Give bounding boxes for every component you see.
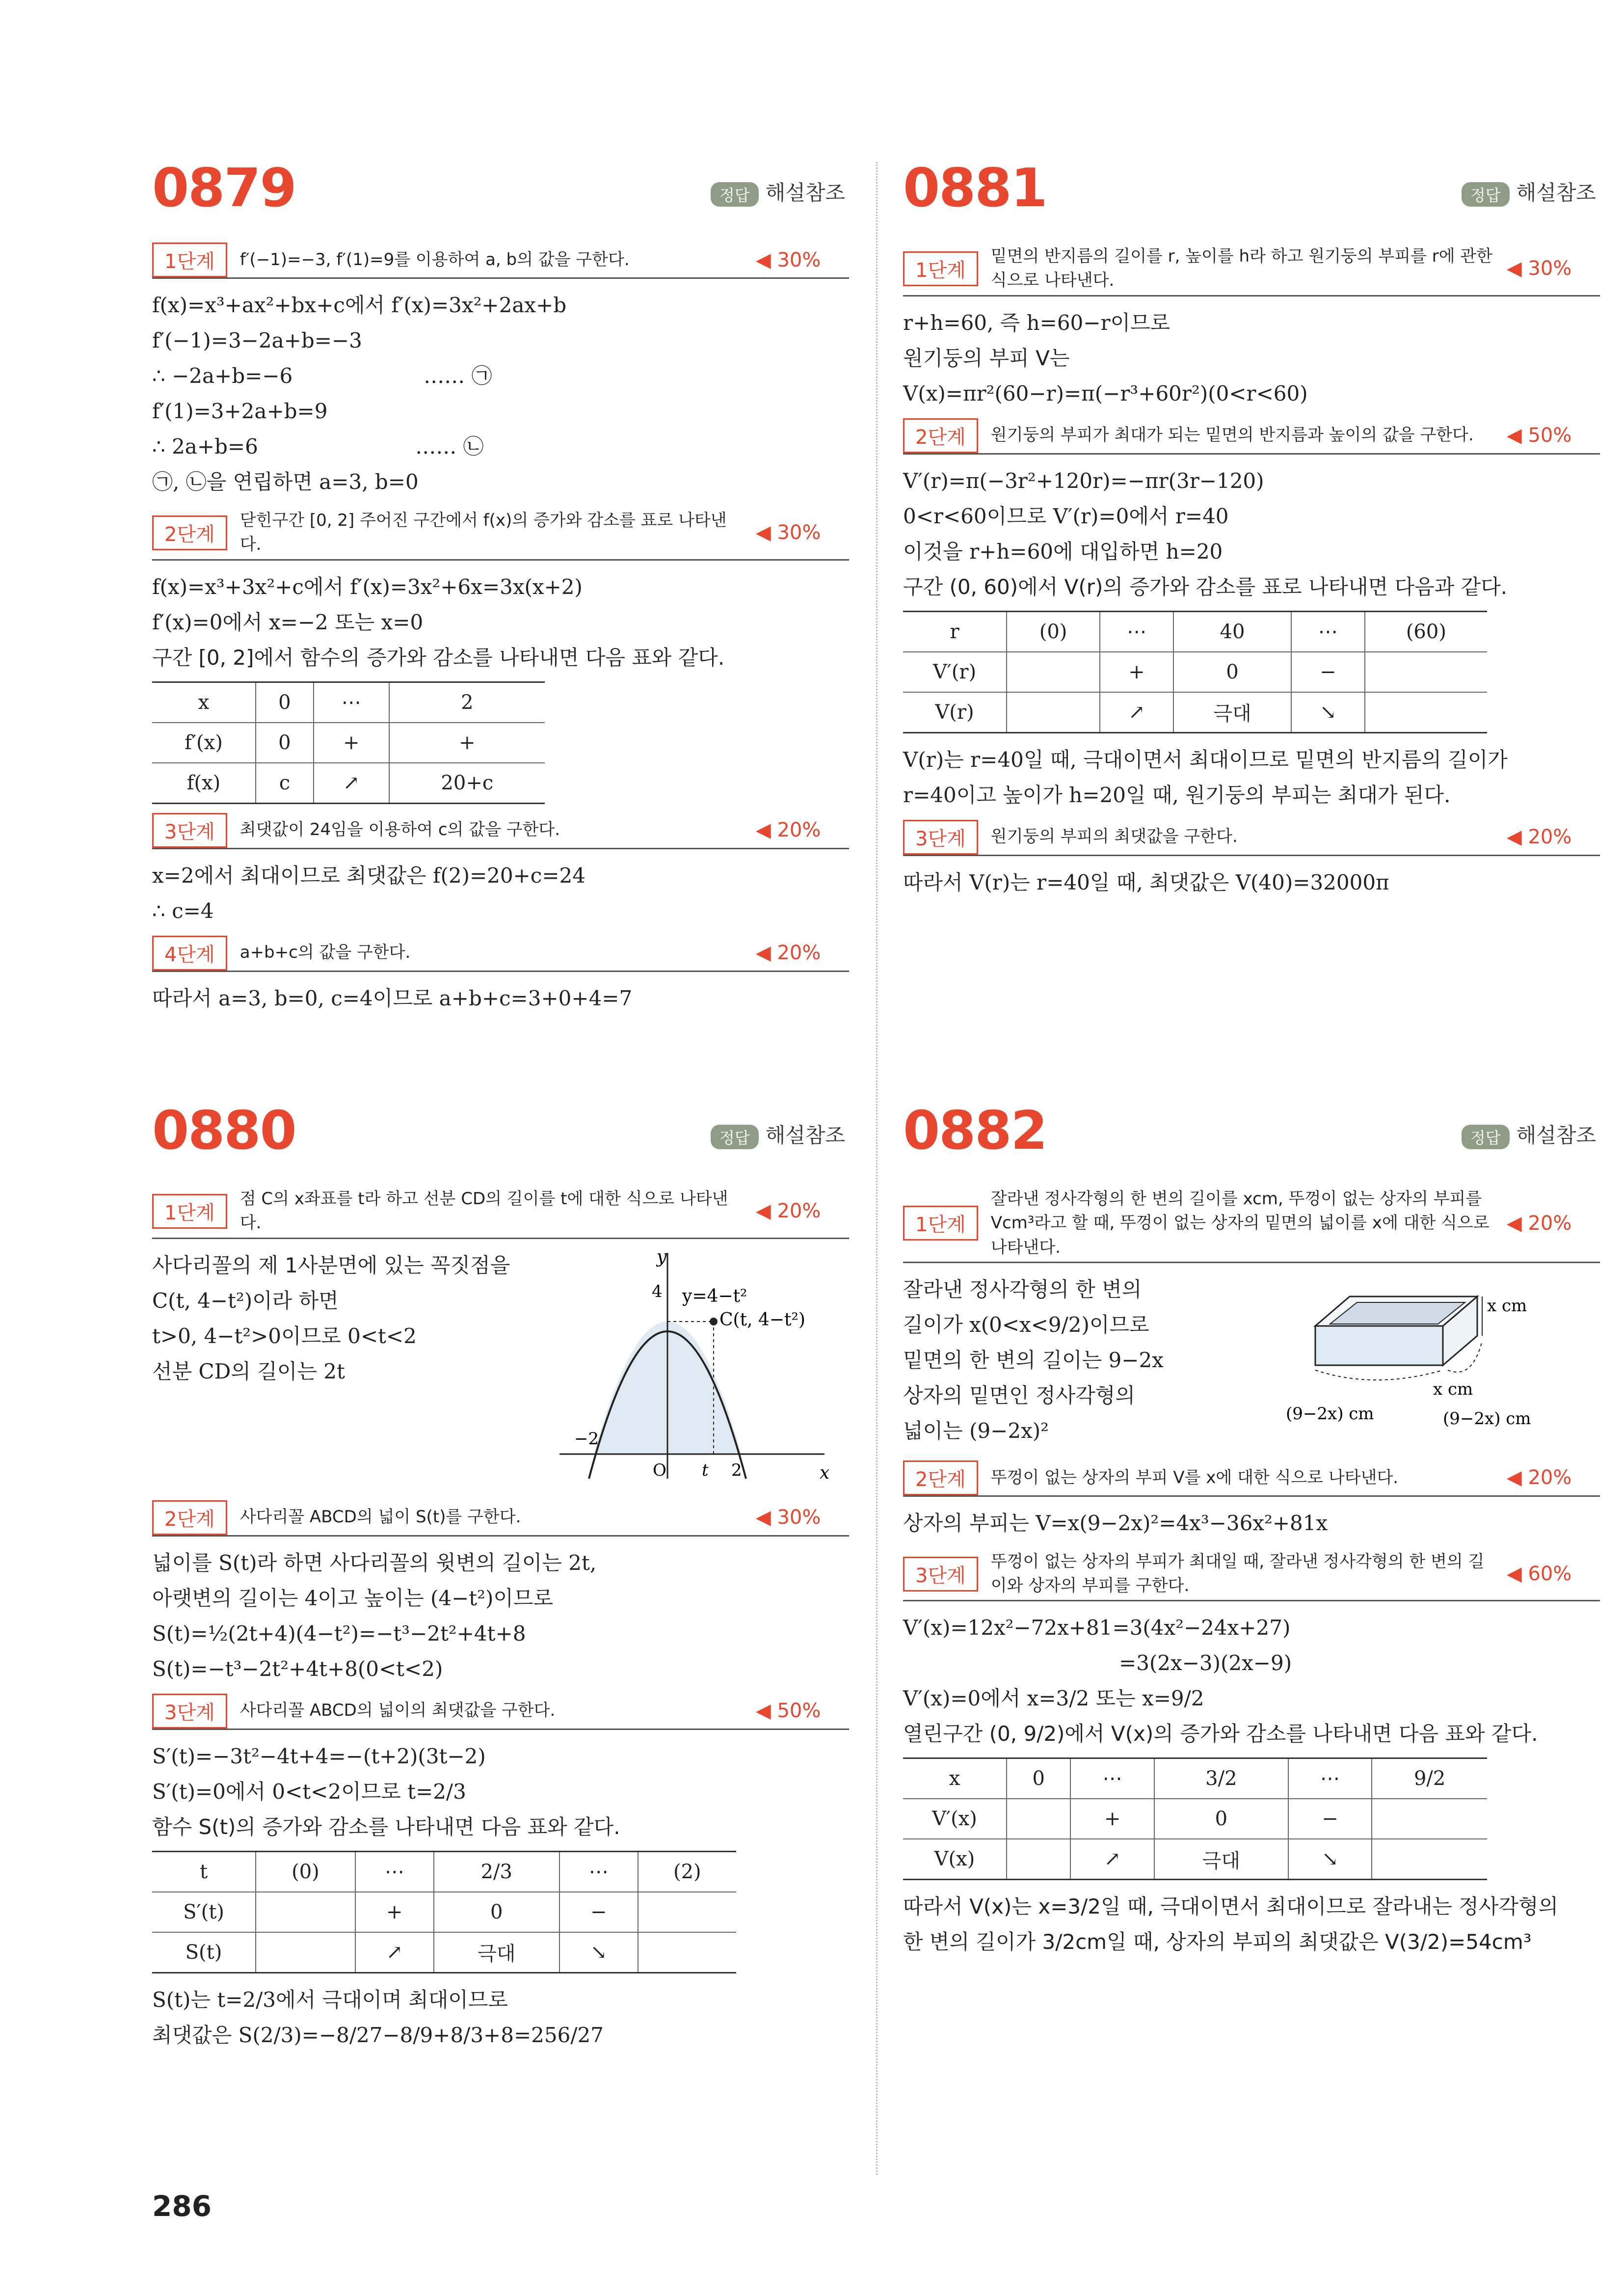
variation-table [903,611,1487,733]
solution-line: 넓이를 S(t)라 하면 사다리꼴의 윗변의 길이는 2t, [152,1550,597,1575]
table-cell: (60) [1365,611,1487,652]
step-description: 뚜껑이 없는 상자의 부피 V를 x에 대한 식으로 나타낸다. [990,1467,1399,1487]
table-cell: + [1070,1799,1154,1839]
table-cell [256,1892,355,1932]
step-label: 4단계 [152,936,227,971]
solution-line: ∴ c=4 [152,898,214,923]
step-description: 최댓값이 24임을 이용하여 c의 값을 구한다. [239,820,560,840]
table-cell: ↗ [1070,1839,1154,1880]
solution-line: 넓이는 (9−2x)² [903,1418,1049,1443]
table-cell: ⋯ [559,1851,638,1892]
step-label: 2단계 [152,1500,227,1535]
solution-body [903,236,1600,900]
step-label: 3단계 [903,820,978,855]
answer-text: 해설참조 [1516,181,1596,205]
step-percent: ◀ 30% [756,1506,821,1529]
step-label: 3단계 [152,1694,227,1729]
answer-badge: 정답 [711,1125,759,1149]
step-percent: ◀ 20% [756,819,821,842]
step-header [152,243,849,279]
step-header [903,1460,1600,1497]
table-cell: c [256,763,314,804]
step-header [903,1185,1600,1263]
step-header [152,1694,849,1730]
solution-line: f(x)=x³+ax²+bx+c에서 f′(x)=3x²+2ax+b [152,293,567,317]
table-cell: + [389,723,545,763]
table-cell: 극대 [1154,1839,1288,1880]
solution-line: 따라서 V(x)는 x=3/2일 때, 극대이면서 최대이므로 잘라내는 정사각형의 [903,1894,1559,1919]
table-cell: 20+c [389,763,545,804]
table-cell [1365,652,1487,692]
table-cell [638,1892,736,1932]
table-cell: 0 [256,682,314,723]
answer-indicator [1462,177,1596,207]
solution-line: C(t, 4−t²)이라 하면 [152,1288,339,1313]
table-cell: S′(t) [152,1892,256,1932]
problem-number: 0879 [152,158,296,219]
table-cell: (0) [1007,611,1100,652]
table-cell: ↘ [1291,692,1365,733]
table-cell [1007,1839,1070,1880]
box-front-face [1315,1326,1443,1365]
table-cell: 0 [1154,1799,1288,1839]
step-label: 1단계 [152,1194,227,1229]
solution-line: 열린구간 (0, 9/2)에서 V(x)의 증가와 감소를 나타내면 다음 표와 같다. [903,1722,1538,1746]
y-axis-label: y [657,1247,667,1267]
step-percent: ◀ 20% [1507,826,1572,849]
step-header [903,820,1600,856]
table-cell: ⋯ [314,682,389,723]
step1-block [152,1248,849,1493]
table-cell [1372,1839,1487,1880]
table-cell [1365,692,1487,733]
box-label-top: x cm [1487,1296,1527,1316]
step-header [903,1548,1600,1602]
table-cell [1007,692,1100,733]
table-cell [1007,1799,1070,1839]
table-cell: 40 [1173,611,1291,652]
solution-line: 구간 [0, 2]에서 함수의 증가와 감소를 나타내면 다음 표와 같다. [152,645,725,670]
table-cell: (0) [256,1851,355,1892]
step-percent: ◀ 50% [756,1700,821,1723]
tick-label: −2 [574,1429,599,1449]
table-cell: ⋯ [1070,1758,1154,1799]
box-label-right: (9−2x) cm [1443,1408,1531,1429]
solution-body [152,236,849,1016]
solution-line: 사다리꼴의 제 1사분면에 있는 꼭짓점을 [152,1253,510,1277]
solution-line: 이것을 r+h=60에 대입하면 h=20 [903,539,1223,564]
problem-number: 0880 [152,1100,296,1162]
table-cell: 0 [434,1892,559,1932]
table-cell: 0 [1007,1758,1070,1799]
page-number: 286 [152,2189,212,2223]
step-description: 뚜껑이 없는 상자의 부피가 최대일 때, 잘라낸 정사각형의 한 변의 길이와 상자의 부피를 구한다. [990,1551,1485,1596]
solution-line: 원기둥의 부피 V는 [903,346,1070,370]
table-cell: ↗ [1100,692,1173,733]
table-cell: (2) [638,1851,736,1892]
solution-line: r+h=60, 즉 h=60−r이므로 [903,310,1171,335]
step-header [903,243,1600,297]
answer-text: 해설참조 [765,181,845,205]
table-cell: 9/2 [1372,1758,1487,1799]
answer-text: 해설참조 [765,1123,845,1147]
step-description: 사다리꼴 ABCD의 넓이 S(t)를 구한다. [239,1507,521,1527]
solution-line: ∴ −2a+b=−6 …… ㉠ [152,364,492,388]
solution-line: =3(2x−3)(2x−9) [1119,1651,1292,1675]
solution-line: 구간 (0, 60)에서 V(r)의 증가와 감소를 표로 나타내면 다음과 같다. [903,574,1508,599]
table-cell: 0 [256,723,314,763]
table-cell: 2/3 [434,1851,559,1892]
table-cell: − [1288,1799,1372,1839]
point-c [710,1318,718,1325]
tick-label: 4 [652,1281,663,1301]
table-cell: 극대 [434,1932,559,1973]
solution-line: 따라서 a=3, b=0, c=4이므로 a+b+c=3+0+4=7 [152,986,633,1010]
step-description: 점 C의 x좌표를 t라 하고 선분 CD의 길이를 t에 대한 식으로 나타낸다. [239,1189,728,1233]
box-label-side: x cm [1433,1379,1473,1399]
step-description: 원기둥의 부피의 최댓값을 구한다. [990,827,1238,847]
table-cell: ⋯ [1291,611,1365,652]
step-label: 1단계 [903,251,978,286]
answer-badge: 정답 [1462,1125,1510,1149]
table-cell: ↗ [314,763,389,804]
solution-line: 상자의 부피는 V=x(9−2x)²=4x³−36x²+81x [903,1511,1328,1535]
table-cell: + [355,1892,434,1932]
column-divider [876,162,878,2175]
table-cell: 2 [389,682,545,723]
solution-line: ㉠, ㉡을 연립하면 a=3, b=0 [152,470,419,494]
solution-line: S′(t)=0에서 0<t<2이므로 t=2/3 [152,1779,466,1804]
solution-line: 상자의 밑면인 정사각형의 [903,1383,1135,1407]
solution-line: f′(1)=3+2a+b=9 [152,399,328,423]
step-header [152,813,849,849]
table-cell: + [314,723,389,763]
solution-line: f′(−1)=3−2a+b=−3 [152,328,362,352]
step-description: f′(−1)=−3, f′(1)=9를 이용하여 a, b의 값을 구한다. [239,249,630,270]
solution-line: S(t)=−t³−2t²+4t+8(0<t<2) [152,1656,443,1681]
step-percent: ◀ 20% [756,1200,821,1223]
tick-label: O [653,1460,666,1480]
tick-label: 2 [731,1460,742,1480]
solution-line: 밑면의 한 변의 길이는 9−2x [903,1348,1164,1372]
solution-body [903,1178,1600,1960]
solution-line: t>0, 4−t²>0이므로 0<t<2 [152,1324,417,1348]
solution-line: 0<r<60이므로 V′(r)=0에서 r=40 [903,504,1229,528]
solution-line: V(r)는 r=40일 때, 극대이면서 최대이므로 밑면의 반지름의 길이가 [903,747,1508,772]
parabola-graph [559,1248,834,1484]
curve-label: y=4−t² [682,1286,747,1306]
box-label-left: (9−2x) cm [1286,1404,1374,1424]
table-cell: V(r) [903,692,1007,733]
solution-line: x=2에서 최대이므로 최댓값은 f(2)=20+c=24 [152,863,585,888]
step-description: 사다리꼴 ABCD의 넓이의 최댓값을 구한다. [239,1701,556,1721]
table-cell: ↘ [559,1932,638,1973]
table-cell: 3/2 [1154,1758,1288,1799]
table-cell: 0 [1173,652,1291,692]
step-description: 밑면의 반지름의 길이를 r, 높이를 h라 하고 원기둥의 부피를 r에 관한 식으로 나타낸다. [990,246,1493,291]
step-percent: ◀ 20% [1507,1212,1572,1235]
tick-label: t [702,1460,709,1480]
step-header [152,1185,849,1239]
box-diagram [1276,1272,1590,1449]
step-percent: ◀ 50% [1507,424,1572,447]
solution-line: 최댓값은 S(2/3)=−8/27−8/9+8/3+8=256/27 [152,2023,604,2047]
table-cell: ⋯ [355,1851,434,1892]
table-cell: 극대 [1173,692,1291,733]
table-cell: V′(r) [903,652,1007,692]
step-percent: ◀ 20% [756,942,821,965]
step-percent: ◀ 60% [1507,1563,1572,1586]
solution-line: 잘라낸 정사각형의 한 변의 [903,1277,1142,1301]
solution-line: V(x)=πr²(60−r)=π(−r³+60r²)(0<r<60) [903,381,1308,405]
answer-badge: 정답 [1462,182,1510,207]
answer-indicator [1462,1119,1596,1149]
solution-line: 길이가 x(0<x<9/2)이므로 [903,1312,1149,1337]
table-cell [1007,652,1100,692]
step-header [903,418,1600,455]
problem-number: 0882 [903,1100,1047,1162]
table-cell [1372,1799,1487,1839]
table-cell [638,1932,736,1973]
solution-line: r=40이고 높이가 h=20일 때, 원기둥의 부피는 최대가 된다. [903,783,1451,807]
step-percent: ◀ 30% [756,521,821,544]
step-label: 1단계 [903,1206,978,1241]
table-cell: r [903,611,1007,652]
width-arc [1315,1370,1443,1380]
answer-text: 해설참조 [1516,1123,1596,1147]
step1-block [903,1272,1600,1454]
step-description: 잘라낸 정사각형의 한 변의 길이를 xcm, 뚜껑이 없는 상자의 부피를 Vcm³라고 할 때, 뚜껑이 없는 상자의 밑면의 넓이를 x에 대한 식으로 나타낸다. [990,1189,1490,1257]
solution-line: V′(r)=π(−3r²+120r)=−πr(3r−120) [903,468,1264,493]
table-cell: V′(x) [903,1799,1007,1839]
step-header [152,1500,849,1537]
table-cell: f(x) [152,763,256,804]
step-description: a+b+c의 값을 구한다. [239,943,411,963]
table-cell [256,1932,355,1973]
step-description: 원기둥의 부피가 최대가 되는 밑면의 반지름과 높이의 값을 구한다. [990,425,1474,445]
solution-line: 아랫변의 길이는 4이고 높이는 (4−t²)이므로 [152,1586,554,1610]
answer-indicator [711,177,845,207]
solution-line: V′(x)=12x²−72x+81=3(4x²−24x+27) [903,1616,1291,1640]
table-cell: ↗ [355,1932,434,1973]
table-cell: + [1100,652,1173,692]
step-description: 닫힌구간 [0, 2] 주어진 구간에서 f(x)의 증가와 감소를 표로 나타낸다. [239,511,727,555]
variation-table [152,1851,736,1973]
table-cell: − [1291,652,1365,692]
table-cell: V(x) [903,1839,1007,1880]
solution-line: V′(x)=0에서 x=3/2 또는 x=9/2 [903,1686,1204,1711]
table-cell: x [152,682,256,723]
solution-body [152,1178,849,2053]
step-header [152,507,849,561]
step-label: 1단계 [152,243,227,277]
variation-table [903,1757,1487,1880]
solution-line: S(t)=½(2t+4)(4−t²)=−t³−2t²+4t+8 [152,1621,526,1646]
answer-badge: 정답 [711,182,759,207]
table-cell: ⋯ [1288,1758,1372,1799]
step-header [152,936,849,972]
table-cell: ↘ [1288,1839,1372,1880]
table-cell: f′(x) [152,723,256,763]
answer-indicator [711,1119,845,1149]
step-label: 2단계 [152,515,227,550]
solution-line: S′(t)=−3t²−4t+4=−(t+2)(3t−2) [152,1744,486,1768]
step-label: 3단계 [903,1557,978,1592]
problem-number: 0881 [903,158,1047,219]
step-label: 2단계 [903,418,978,453]
solution-line: 따라서 V(r)는 r=40일 때, 최댓값은 V(40)=32000π [903,870,1389,894]
solution-line: ∴ 2a+b=6 …… ㉡ [152,434,484,459]
table-cell: − [559,1892,638,1932]
solution-line: S(t)는 t=2/3에서 극대이며 최대이므로 [152,1987,508,2012]
variation-table [152,681,545,804]
solution-line: 한 변의 길이가 3/2cm일 때, 상자의 부피의 최댓값은 V(3/2)=54cm³ [903,1930,1532,1954]
step-percent: ◀ 30% [756,248,821,271]
solution-line: 함수 S(t)의 증가와 감소를 나타내면 다음 표와 같다. [152,1814,620,1839]
table-cell: S(t) [152,1932,256,1973]
table-cell: ⋯ [1100,611,1173,652]
solution-line: f′(x)=0에서 x=−2 또는 x=0 [152,610,424,634]
step-label: 3단계 [152,813,227,848]
table-cell: t [152,1851,256,1892]
table-cell: x [903,1758,1007,1799]
point-label: C(t, 4−t²) [719,1309,805,1330]
solution-line: f(x)=x³+3x²+c에서 f′(x)=3x²+6x=3x(x+2) [152,574,583,599]
step-label: 2단계 [903,1460,978,1495]
solution-line: 선분 CD의 길이는 2t [152,1359,345,1383]
x-axis-label: x [820,1462,830,1483]
step-percent: ◀ 30% [1507,257,1572,280]
step-percent: ◀ 20% [1507,1466,1572,1489]
